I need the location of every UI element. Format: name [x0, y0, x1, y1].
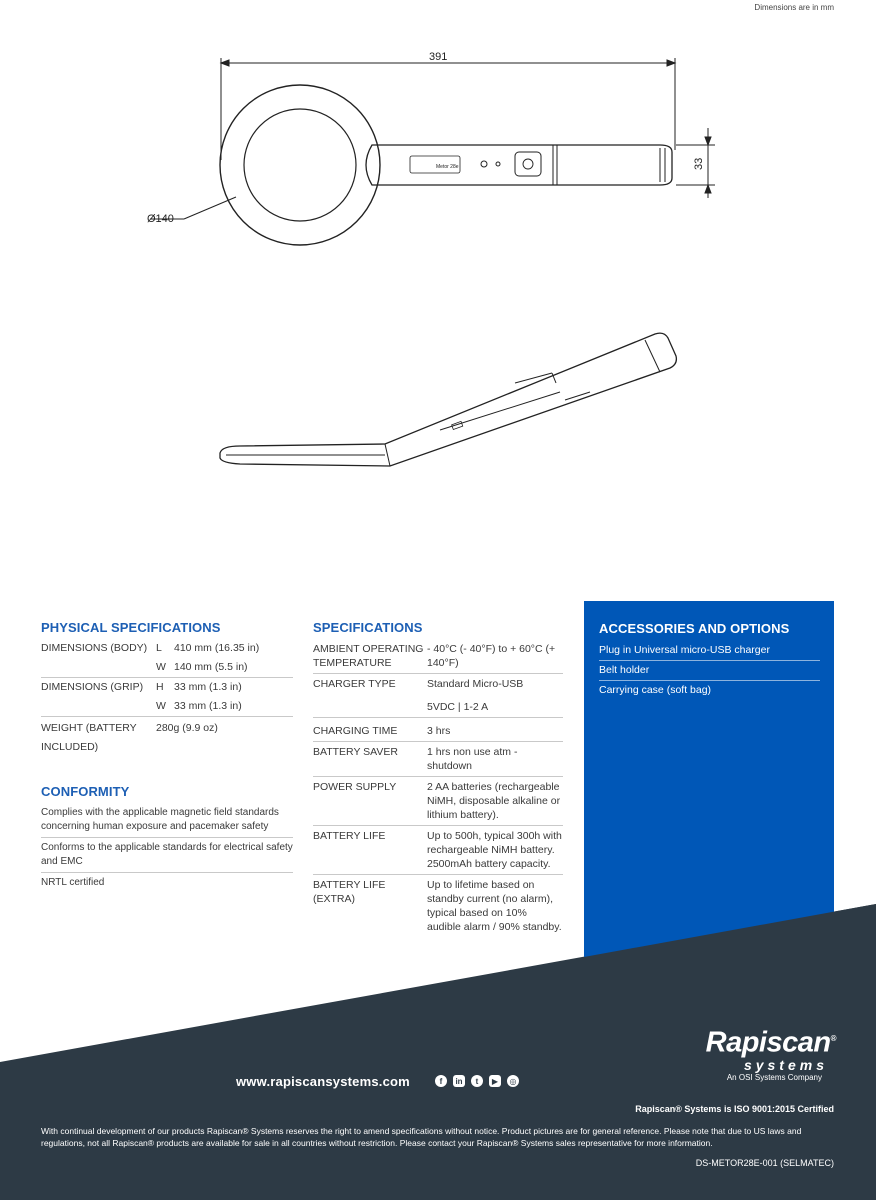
dimensions-note: Dimensions are in mm — [754, 3, 834, 12]
product-label: Metor 28e — [436, 164, 459, 170]
list-item: NRTL certified — [41, 877, 105, 888]
table-row: W 140 mm (5.5 in) — [41, 658, 293, 678]
rapiscan-logo: Rapiscan® systems An OSI Systems Company — [705, 1026, 836, 1082]
facebook-icon[interactable]: f — [435, 1075, 447, 1087]
twitter-icon[interactable]: t — [471, 1075, 483, 1087]
linkedin-icon[interactable]: in — [453, 1075, 465, 1087]
document-id: DS-METOR28E-001 (SELMATEC) — [695, 1158, 834, 1168]
list-item: Plug in Universal micro-USB charger — [599, 641, 820, 661]
list-item: Belt holder — [599, 661, 820, 681]
list-item: Carrying case (soft bag) — [599, 684, 712, 696]
iso-certification: Rapiscan® Systems is ISO 9001:2015 Certified — [635, 1104, 834, 1114]
height-dimension-label: 33 — [693, 157, 705, 170]
table-row: CHARGING TIME 3 hrs — [313, 718, 563, 742]
list-item: Complies with the applicable magnetic field standards concerning human exposure and pacemaker safety — [41, 803, 293, 838]
specifications-title: SPECIFICATIONS — [313, 620, 423, 635]
table-row: AMBIENT OPERATING TEMPERATURE - 40°C (- 40°F) to + 60°C (+ 140°F) — [313, 639, 563, 674]
table-row: BATTERY SAVER 1 hrs non use atm - shutdown — [313, 742, 563, 777]
table-row: POWER SUPPLY 2 AA batteries (rechargeable NiMH, disposable alkaline or lithium battery). — [313, 777, 563, 826]
instagram-icon[interactable]: ◎ — [507, 1075, 519, 1087]
table-row: BATTERY LIFE Up to 500h, typical 300h with rechargeable NiMH battery. 2500mAh battery capacity. — [313, 826, 563, 875]
table-row: BATTERY LIFE (EXTRA) Up to lifetime based on standby current (no alarm), typical based on 10% audible alarm / 90% standby. — [313, 879, 562, 933]
table-row: DIMENSIONS (GRIP) H 33 mm (1.3 in) — [41, 681, 242, 693]
table-row: WEIGHT (BATTERY INCLUDED) 280g (9.9 oz) — [41, 722, 218, 753]
physical-specs-title: PHYSICAL SPECIFICATIONS — [41, 620, 221, 635]
disclaimer-text: With continual development of our products Rapiscan® Systems reserves the right to amend specifications without notice. Product pictures are for general reference. Please note that due to US laws and regulations, not all Rapiscan® products are available for sale in all countries without restriction. Please contact your Rapiscan® Systems sales representative for more information. — [41, 1126, 802, 1148]
table-row: W 33 mm (1.3 in) — [41, 697, 293, 717]
youtube-icon[interactable]: ▶ — [489, 1075, 501, 1087]
table-row: 5VDC | 1-2 A — [313, 694, 563, 718]
table-row: DIMENSIONS (BODY) L 410 mm (16.35 in) — [41, 642, 260, 654]
website-link[interactable]: www.rapiscansystems.com — [236, 1074, 410, 1089]
list-item: Conforms to the applicable standards for electrical safety and EMC — [41, 838, 293, 873]
diameter-dimension-label: Ø140 — [147, 213, 174, 225]
conformity-title: CONFORMITY — [41, 784, 130, 799]
length-dimension-label: 391 — [429, 51, 448, 63]
table-row: CHARGER TYPE Standard Micro-USB — [313, 678, 524, 690]
social-links — [435, 1075, 519, 1087]
accessories-title: ACCESSORIES AND OPTIONS — [599, 621, 790, 636]
